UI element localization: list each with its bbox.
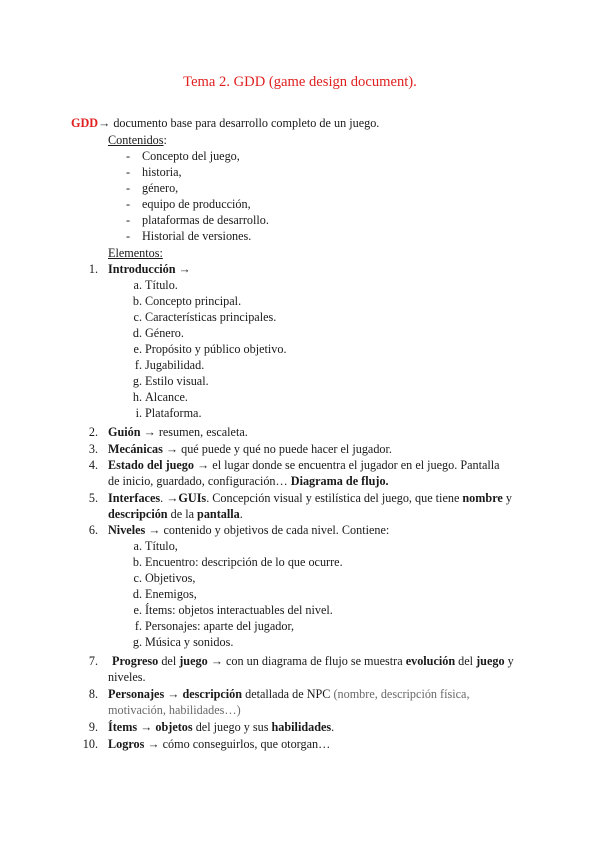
contenido-item: - género, — [126, 181, 179, 195]
subitem-letter: h. — [132, 390, 142, 404]
contenido-item: - historia, — [126, 165, 182, 179]
subitem-letter: f. — [134, 358, 142, 372]
item-bold: descripción — [182, 687, 243, 701]
item-bold: Introducción — [108, 262, 176, 276]
item-text: y — [502, 491, 512, 505]
subitem-letter: e. — [133, 603, 142, 617]
contenido-item: - Historial de versiones. — [126, 229, 252, 243]
subitem-letter: e. — [133, 342, 142, 356]
item-bold: pantalla — [197, 507, 240, 521]
subitem-letter: g. — [132, 635, 142, 649]
item-text: de inicio, guardado, configuración… — [108, 474, 291, 488]
elemento-item-8-line2: motivación, habilidades…) — [108, 703, 241, 717]
subitem-text: Características principales. — [145, 310, 277, 324]
elemento-item-7-line2: niveles. — [108, 670, 146, 684]
item-text: del juego y sus — [192, 720, 272, 734]
item-text: del — [158, 654, 180, 668]
elementos-heading: Elementos: — [108, 246, 163, 260]
item-bold: Mecánicas — [108, 442, 163, 456]
item-text: detallada de NPC — [242, 687, 334, 701]
item-bold: Guión — [108, 425, 141, 439]
item-text: y — [504, 654, 514, 668]
gdd-definition — [71, 115, 379, 131]
contenido-item-text: Concepto del juego, — [142, 149, 240, 163]
item-text: → contenido y objetivos de cada nivel. Contiene: — [145, 523, 390, 537]
subitem-text: Plataforma. — [145, 406, 202, 420]
list-number: 8. — [88, 687, 98, 701]
gdd-text: documento base para desarrollo completo de un juego. — [110, 116, 380, 130]
subitem-text: Enemigos, — [145, 587, 197, 601]
item-text: . — [331, 720, 335, 734]
gdd-term: GDD — [71, 116, 99, 130]
item-bold: Estado del juego — [108, 458, 194, 472]
item-arrow: → — [175, 262, 191, 276]
item-bold: evolución — [405, 654, 456, 668]
subitem-letter: a. — [133, 278, 142, 292]
list-number: 2. — [88, 425, 98, 439]
item-bold: Personajes — [108, 687, 165, 701]
subitem-letter: a. — [133, 539, 142, 553]
contenido-item-text: historia, — [142, 165, 182, 179]
contenido-item: - plataformas de desarrollo. — [126, 213, 269, 227]
item-text: → con un diagrama de flujo se muestra — [207, 654, 406, 668]
subitem-text: Ítems: objetos interactuables del nivel. — [145, 603, 333, 617]
item-bold: Logros — [108, 737, 145, 751]
list-number: 1. — [88, 262, 98, 276]
item-bold: Interfaces — [108, 491, 161, 505]
item-text: → el lugar donde se encuentra el jugador en el juego. Pantalla — [194, 458, 500, 472]
subitem-text: Música y sonidos. — [145, 635, 234, 649]
subitem-letter: c. — [133, 571, 142, 585]
contenidos-heading-text: Contenidos — [108, 133, 164, 147]
item-text: del — [455, 654, 477, 668]
item-grey-text: (nombre, descripción física, — [333, 687, 470, 701]
item-bold: Ítems — [108, 720, 138, 734]
item-bold: juego — [179, 654, 208, 668]
elemento-item-5-line2 — [108, 506, 243, 522]
contenido-item-text: plataformas de desarrollo. — [142, 213, 269, 227]
item-text: → resumen, escaleta. — [140, 425, 248, 439]
subitem-text: Personajes: aparte del jugador, — [145, 619, 295, 633]
contenido-item: - Concepto del juego, — [126, 149, 240, 163]
contenido-item-text: equipo de producción, — [142, 197, 251, 211]
item-bold: descripción — [108, 507, 168, 521]
item-bold: Diagrama de flujo. — [290, 474, 389, 488]
subitem-letter: b. — [132, 555, 142, 569]
list-number: 7. — [88, 654, 98, 668]
subitem-text: Alcance. — [145, 390, 188, 404]
subitem-text: Estilo visual. — [145, 374, 209, 388]
item-bold: nombre — [462, 491, 503, 505]
item-text: . Concepción visual y estilística del juego, que tiene — [206, 491, 463, 505]
subitem-text: Género. — [145, 326, 184, 340]
list-number: 6. — [88, 523, 98, 537]
contenido-item-text: Historial de versiones. — [142, 229, 252, 243]
item-bold: objetos — [155, 720, 193, 734]
item-text: . — [239, 507, 243, 521]
item-bold: habilidades — [271, 720, 332, 734]
subitem-text: Título. — [145, 278, 178, 292]
subitem-text: Propósito y público objetivo. — [145, 342, 287, 356]
subitem-letter: c. — [133, 310, 142, 324]
subitem-text: Encuentro: descripción de lo que ocurre. — [145, 555, 343, 569]
contenidos-colon: : — [163, 133, 167, 147]
list-number: 9. — [88, 720, 98, 734]
list-number: 10. — [82, 737, 98, 751]
subitem-letter: d. — [132, 326, 142, 340]
gdd-arrow: → — [98, 116, 111, 130]
subitem-text: Concepto principal. — [145, 294, 242, 308]
subitem-letter: g. — [132, 374, 142, 388]
subitem-text: Jugabilidad. — [145, 358, 205, 372]
item-text: → cómo conseguirlos, que otorgan… — [144, 737, 331, 751]
item-bold: Progreso — [112, 654, 159, 668]
item-text: → — [137, 720, 156, 734]
subitem-text: Título, — [145, 539, 178, 553]
document-title: Tema 2. GDD (game design document). — [183, 74, 417, 90]
subitem-letter: b. — [132, 294, 142, 308]
list-number: 5. — [88, 491, 98, 505]
list-number: 3. — [88, 442, 98, 456]
item-text: . → — [160, 491, 179, 505]
item-bold: GUIs — [178, 491, 207, 505]
elemento-item-4-line2 — [108, 473, 389, 489]
list-number: 4. — [88, 458, 98, 472]
subitem-letter: f. — [134, 619, 142, 633]
item-text: → qué puede y qué no puede hacer el jugador. — [162, 442, 392, 456]
item-text: de la — [167, 507, 198, 521]
item-bold: juego — [476, 654, 505, 668]
contenidos-heading — [108, 132, 167, 148]
contenido-item: - equipo de producción, — [126, 197, 251, 211]
contenido-item-text: género, — [142, 181, 179, 195]
subitem-letter: d. — [132, 587, 142, 601]
item-bold: Niveles — [108, 523, 146, 537]
subitem-text: Objetivos, — [145, 571, 196, 585]
subitem-letter: i. — [135, 406, 142, 420]
item-text: → — [164, 687, 183, 701]
